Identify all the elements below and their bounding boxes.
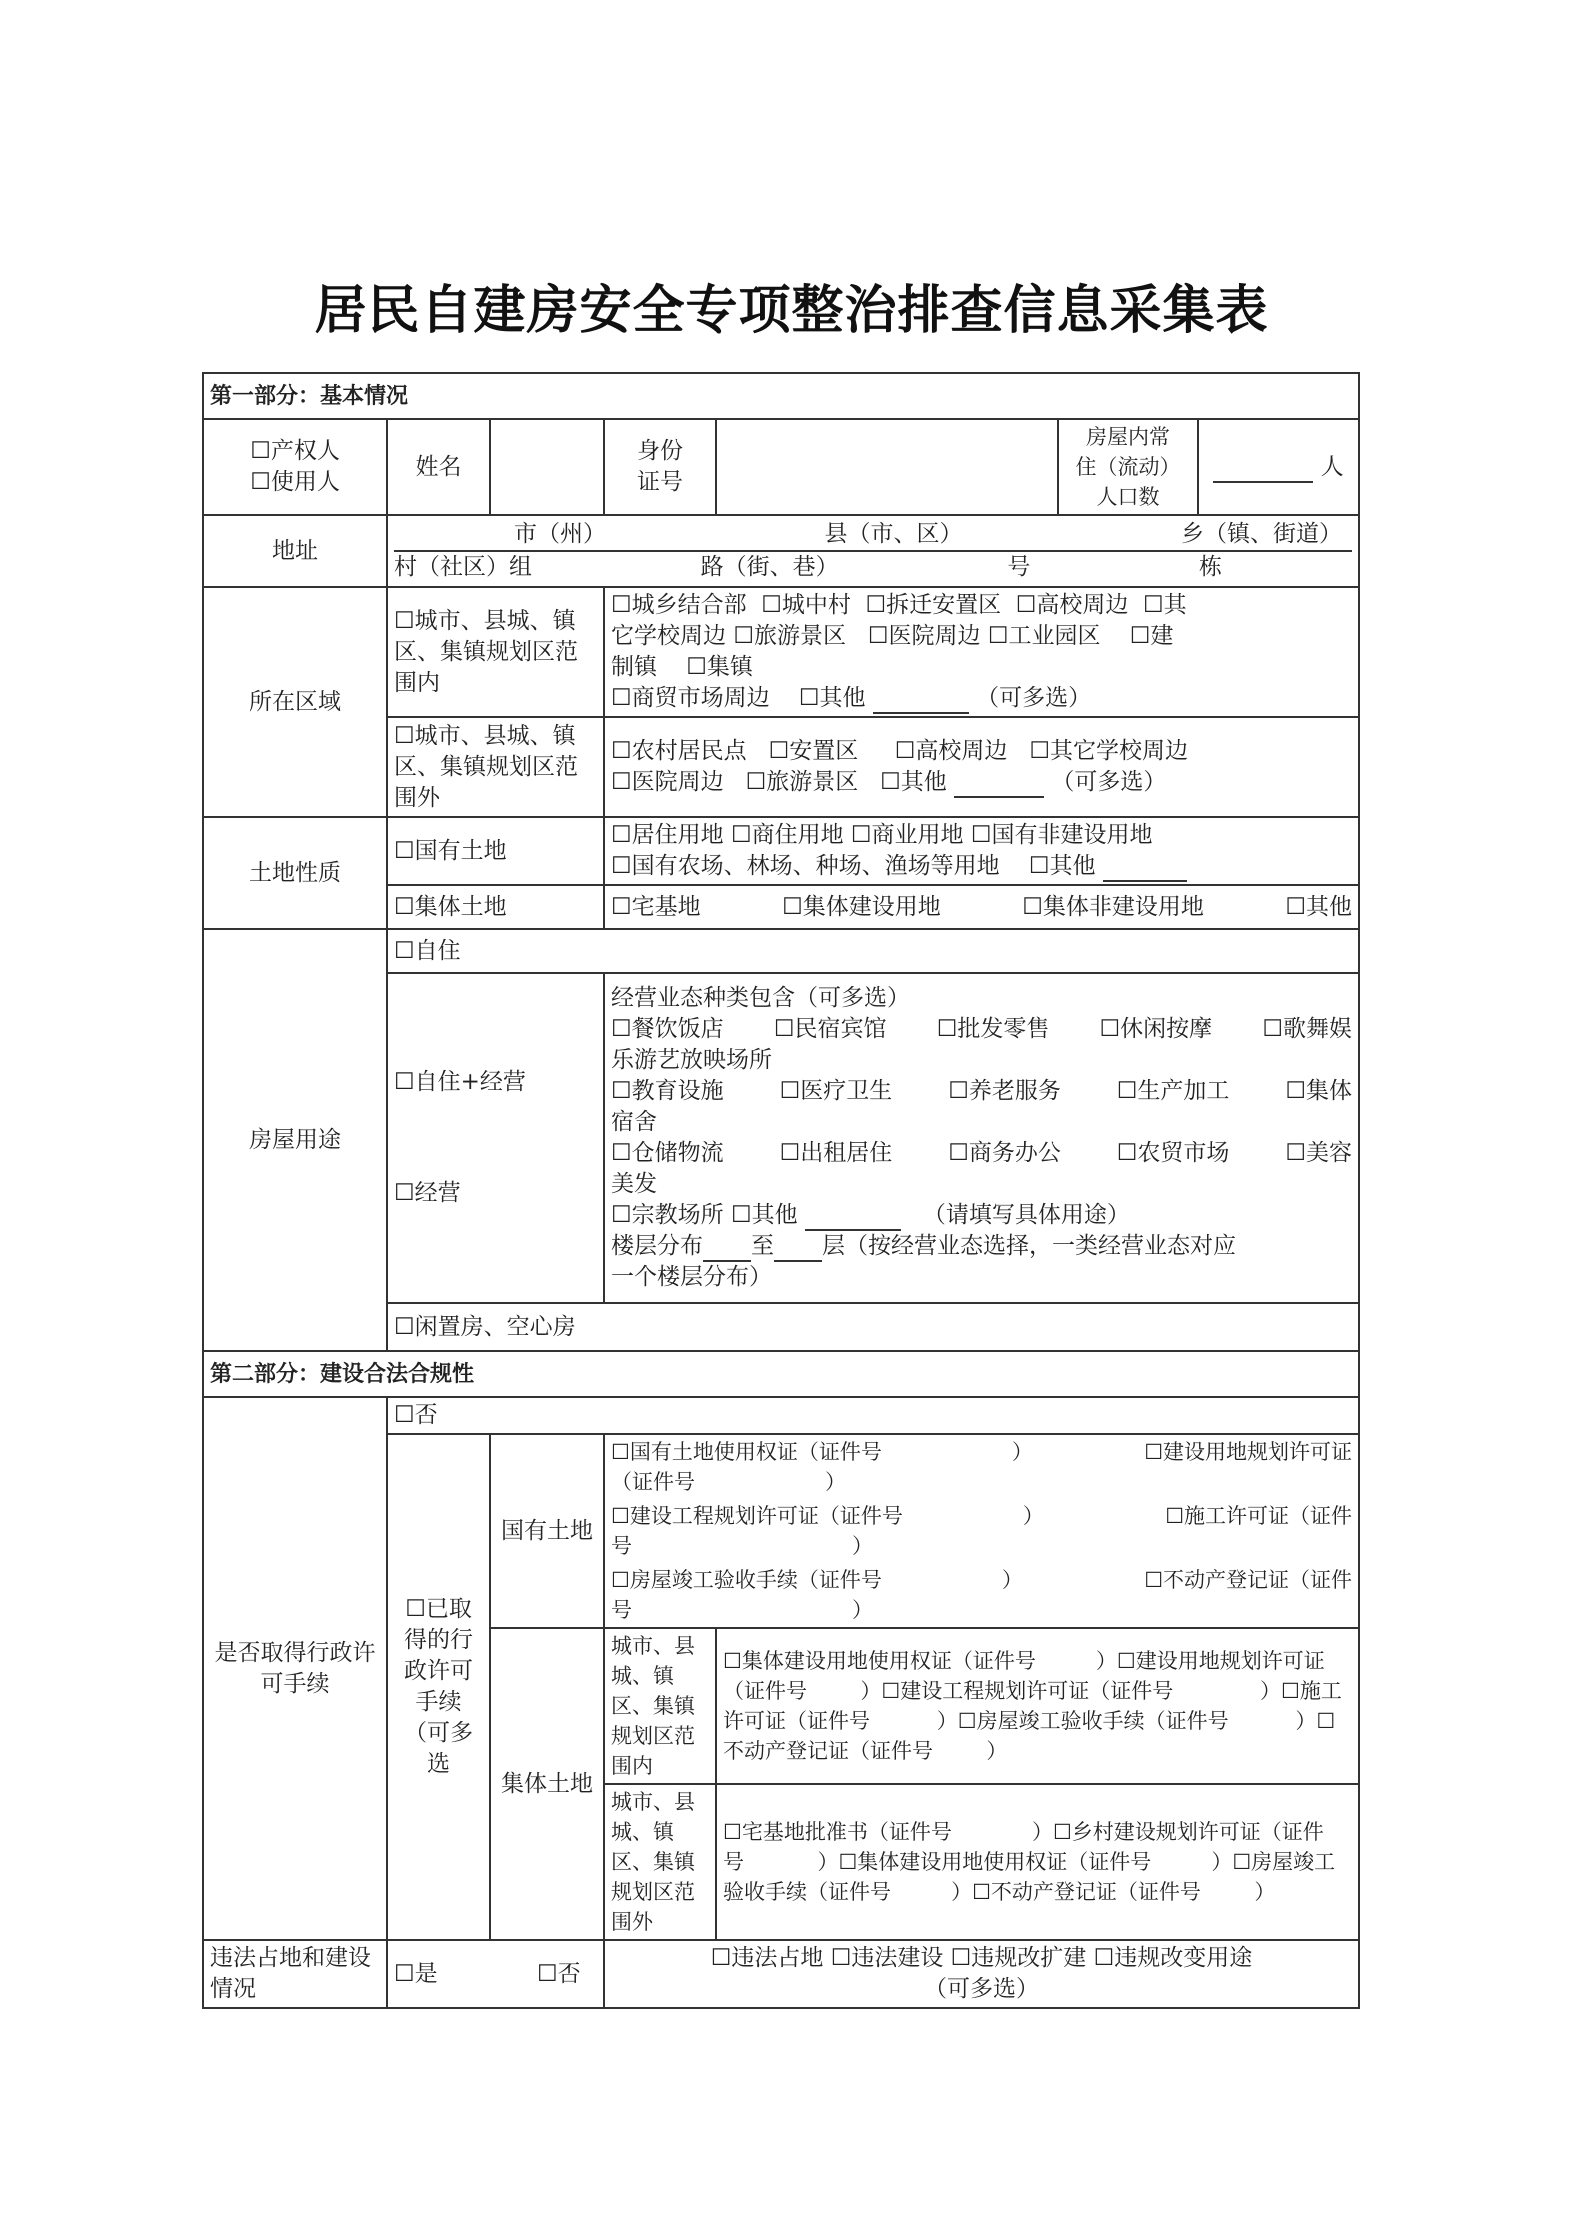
- opt-industrial[interactable]: ☐ 工业园区: [988, 623, 1101, 649]
- use-idle-checkbox[interactable]: ☐ 闲置房、空心房: [387, 1303, 1359, 1351]
- opt-coll-land-planning[interactable]: ☐ 建设用地规划许可证（证件号: [723, 1649, 1325, 1703]
- opt-homestead[interactable]: ☐ 宅基地: [611, 892, 701, 923]
- collective-land-checkbox[interactable]: ☐ 集体土地: [387, 885, 604, 929]
- opt-illegal-expansion[interactable]: ☐ 违规改扩建: [951, 1945, 1087, 1971]
- opt-hotel[interactable]: ☐ 民宿宾馆: [774, 1014, 887, 1045]
- opt-coll-registration[interactable]: ☐ 不动产登记证（证件号: [723, 1709, 1335, 1763]
- residents-field[interactable]: 人: [1198, 419, 1359, 515]
- opt-out-other[interactable]: ☐ 其他: [880, 769, 947, 795]
- opt-coll-construction-permit[interactable]: ☐ 施工许可证（证件号: [723, 1679, 1342, 1733]
- opt-massage[interactable]: ☐ 休闲按摩: [1100, 1014, 1213, 1045]
- collective-out-label: 城市、县城、镇区、集镇规划区范围外: [604, 1784, 716, 1940]
- state-land-permit-label: 国有土地: [490, 1434, 604, 1628]
- use-business-cell: [387, 973, 604, 1303]
- opt-collective-other[interactable]: ☐ 其他: [1285, 892, 1352, 923]
- opt-town[interactable]: ☐ 建: [1130, 623, 1174, 649]
- opt-illegal-construction[interactable]: ☐ 违法建设: [831, 1945, 944, 1971]
- opt-out-scenic[interactable]: ☐ 旅游景区: [746, 769, 859, 795]
- opt-coll-construction-planning[interactable]: ☐ 建设工程规划许可证（证件号: [881, 1679, 1173, 1703]
- illegal-options: ☐ 违法占地 ☐ 违法建设 ☐ 违规改扩建 ☐ 违规改变用途 （可多选）: [604, 1940, 1359, 2008]
- opt-out-completion[interactable]: ☐ 房屋竣工验收手续（证件号: [723, 1850, 1335, 1904]
- opt-medical[interactable]: ☐ 医疗卫生: [780, 1076, 893, 1107]
- use-business-checkbox[interactable]: ☐ 经营: [394, 1178, 597, 1209]
- opt-out-school[interactable]: ☐ 其它学校周边: [1029, 738, 1188, 764]
- opt-other-school[interactable]: ☐ 其: [1143, 592, 1187, 618]
- opt-region-other[interactable]: ☐ 其他: [799, 685, 866, 711]
- opt-farmers-market[interactable]: ☐ 农贸市场: [1117, 1138, 1230, 1169]
- opt-illegal-occupation[interactable]: ☐ 违法占地: [711, 1945, 824, 1971]
- opt-relocation[interactable]: ☐ 拆迁安置区: [866, 592, 1002, 618]
- address-label: 地址: [203, 515, 387, 587]
- region-out-options: ☐ 农村居民点 ☐ 安置区 ☐ 高校周边 ☐ 其它学校周边 ☐ 医院周边 ☐ 旅游景区 ☐ 其他 （可多选）: [604, 717, 1359, 817]
- land-label: 土地性质: [203, 817, 387, 929]
- state-permit-row-3: ☐ 房屋竣工验收手续（证件号 ） ☐ 不动产登记证（证件 号 ）: [604, 1563, 1359, 1628]
- name-label: 姓名: [387, 419, 490, 515]
- opt-religious[interactable]: ☐ 宗教场所: [611, 1202, 724, 1228]
- section-heading-legality: 第二部分：建设合法合规性: [203, 1351, 1359, 1397]
- collective-in-label: 城市、县城、镇区、集镇规划区范围内: [604, 1628, 716, 1784]
- opt-out-college[interactable]: ☐ 高校周边: [895, 738, 1008, 764]
- opt-hospital[interactable]: ☐ 医院周边: [868, 623, 981, 649]
- opt-residential-land[interactable]: ☐ 居住用地: [611, 822, 724, 848]
- id-label: 身份 证号: [604, 419, 716, 515]
- opt-rural-settlement[interactable]: ☐ 农村居民点: [611, 738, 747, 764]
- opt-restaurant[interactable]: ☐ 餐饮饭店: [611, 1014, 724, 1045]
- permit-no-checkbox[interactable]: ☐ 否: [387, 1397, 1359, 1434]
- permit-obtained-checkbox[interactable]: ☐ 已取得的行政许可手续（可多选: [387, 1434, 490, 1940]
- opt-coll-land-use-cert[interactable]: ☐ 集体建设用地使用权证（证件号: [723, 1649, 1036, 1673]
- opt-beauty[interactable]: ☐ 美容: [1285, 1138, 1352, 1169]
- opt-business-other[interactable]: ☐ 其他: [731, 1202, 798, 1228]
- illegal-no-checkbox[interactable]: ☐ 否: [537, 1961, 581, 1987]
- use-mixed-checkbox[interactable]: ☐ 自住+经营: [394, 1067, 597, 1098]
- state-permit-row-2: ☐ 建设工程规划许可证（证件号 ） ☐ 施工许可证（证件 号 ）: [604, 1499, 1359, 1563]
- illegal-yes-no: [387, 1940, 604, 2008]
- opt-state-land-use-cert[interactable]: ☐ 国有土地使用权证（证件号 ）: [611, 1437, 1033, 1467]
- region-label: 所在区域: [203, 587, 387, 817]
- opt-rental[interactable]: ☐ 出租居住: [780, 1138, 893, 1169]
- opt-retail[interactable]: ☐ 批发零售: [937, 1014, 1050, 1045]
- opt-construction-planning-permit[interactable]: ☐ 建设工程规划许可证（证件号 ）: [611, 1501, 1044, 1531]
- opt-illegal-change-use[interactable]: ☐ 违规改变用途: [1094, 1945, 1253, 1971]
- id-number-field[interactable]: [716, 419, 1058, 515]
- address-field[interactable]: 市（州） 县（市、区） 乡（镇、街道） 村（社区）组 路（街、巷） 号 栋: [387, 515, 1359, 587]
- illegal-yes-checkbox[interactable]: ☐ 是: [394, 1961, 438, 1987]
- state-land-checkbox[interactable]: ☐ 国有土地: [387, 817, 604, 885]
- opt-rural-planning-permit[interactable]: ☐ 乡村建设规划许可证（证件号: [723, 1820, 1324, 1874]
- use-label: 房屋用途: [203, 929, 387, 1351]
- collective-in-permits: ☐ 集体建设用地使用权证（证件号 ）☐ 建设用地规划许可证（证件号 ）☐ 建设工程规划许可证（证件号 ）☐ 施工许可证（证件号 ）☐ 房屋竣工验收手续（证件号 ）☐ 不动产登记证（证件号 ）: [716, 1628, 1359, 1784]
- use-self-checkbox[interactable]: ☐ 自住: [387, 929, 1359, 973]
- state-permit-row-1: ☐ 国有土地使用权证（证件号 ） ☐ 建设用地规划许可证 （证件号 ）: [604, 1434, 1359, 1499]
- opt-collective-construction[interactable]: ☐ 集体建设用地: [782, 892, 941, 923]
- info-form-table: [202, 372, 1360, 2009]
- opt-market[interactable]: ☐ 商贸市场周边: [611, 685, 770, 711]
- region-in-options: ☐ 城乡结合部 ☐ 城中村 ☐ 拆迁安置区 ☐ 高校周边 ☐ 其 它学校周边 ☐ 旅游景区 ☐ 医院周边 ☐ 工业园区 ☐ 建 制镇 ☐ 集镇 ☐ 商贸市场周边 ☐ 其他 （可多选）: [604, 587, 1359, 717]
- opt-out-hospital[interactable]: ☐ 医院周边: [611, 769, 724, 795]
- opt-state-nonconstruction[interactable]: ☐ 国有非建设用地: [971, 822, 1153, 848]
- opt-land-planning-permit[interactable]: ☐ 建设用地规划许可证: [1144, 1437, 1352, 1467]
- opt-resettlement[interactable]: ☐ 安置区: [769, 738, 859, 764]
- opt-property-registration[interactable]: ☐ 不动产登记证（证件: [1144, 1565, 1352, 1595]
- opt-construction-permit[interactable]: ☐ 施工许可证（证件: [1165, 1501, 1352, 1531]
- opt-collective-nonconstruction[interactable]: ☐ 集体非建设用地: [1022, 892, 1204, 923]
- collective-land-permit-label: 集体土地: [490, 1628, 604, 1940]
- business-options: 经营业态种类包含（可多选） ☐ 餐饮饭店 ☐ 民宿宾馆 ☐ 批发零售 ☐ 休闲按摩 ☐ 歌舞娱 乐游艺放映场所 ☐ 教育设施 ☐ 医疗卫生 ☐ 养老服务 ☐ 生产加工 ☐ 集体 宿舍 ☐ 仓储物流 ☐ 出租居住 ☐ 商务办公 ☐ 农贸市场 ☐ 美容 美发 ☐ 宗教场所 ☐ 其他 （请填写具体用途） 楼层分布 至 层（按经营业态选择，一类经营业态对应 一个楼层分布）: [604, 973, 1359, 1303]
- opt-state-land-other[interactable]: ☐ 其他: [1029, 853, 1096, 879]
- opt-out-coll-land-use[interactable]: ☐ 集体建设用地使用权证（证件号: [838, 1850, 1151, 1874]
- name-field[interactable]: [490, 419, 604, 515]
- opt-out-registration[interactable]: ☐ 不动产登记证（证件号: [972, 1880, 1201, 1904]
- opt-office[interactable]: ☐ 商务办公: [948, 1138, 1061, 1169]
- collective-out-permits: ☐ 宅基地批准书（证件号 ）☐ 乡村建设规划许可证（证件号 ）☐ 集体建设用地使用权证（证件号 ）☐ 房屋竣工验收手续（证件号 ）☐ 不动产登记证（证件号 ）: [716, 1784, 1359, 1940]
- opt-elderly[interactable]: ☐ 养老服务: [948, 1076, 1061, 1107]
- region-out-checkbox[interactable]: ☐ 城市、县城、镇区、集镇规划区范围外: [387, 717, 604, 817]
- opt-completion-acceptance[interactable]: ☐ 房屋竣工验收手续（证件号 ）: [611, 1565, 1023, 1595]
- user-checkbox[interactable]: ☐ 使用人: [210, 467, 380, 498]
- residents-label: 房屋内常 住（流动） 人口数: [1058, 419, 1198, 515]
- opt-entertainment[interactable]: ☐ 歌舞娱: [1262, 1014, 1352, 1045]
- section-heading-basic: 第一部分：基本情况: [203, 373, 1359, 419]
- state-land-options: [604, 817, 1359, 885]
- opt-farm-land[interactable]: ☐ 国有农场、林场、种场、渔场等用地: [611, 853, 1000, 879]
- region-in-checkbox[interactable]: ☐ 城市、县城、镇区、集镇规划区范围内: [387, 587, 604, 717]
- opt-urban-village[interactable]: ☐ 城中村: [761, 592, 851, 618]
- opt-education[interactable]: ☐ 教育设施: [611, 1076, 724, 1107]
- permit-label: 是否取得行政许可手续: [203, 1397, 387, 1940]
- opt-homestead-approval[interactable]: ☐ 宅基地批准书（证件号: [723, 1820, 952, 1844]
- opt-near-college[interactable]: ☐ 高校周边: [1016, 592, 1129, 618]
- opt-market-town[interactable]: ☐ 集镇: [686, 654, 753, 680]
- owner-checkbox[interactable]: ☐ 产权人: [210, 436, 380, 467]
- illegal-label: 违法占地和建设情况: [203, 1940, 387, 2008]
- collective-land-options: [604, 885, 1359, 929]
- opt-urban-rural[interactable]: ☐ 城乡结合部: [611, 592, 747, 618]
- opt-commercial-land[interactable]: ☐ 商业用地: [851, 822, 964, 848]
- opt-warehouse[interactable]: ☐ 仓储物流: [611, 1138, 724, 1169]
- owner-type-cell: [203, 419, 387, 515]
- opt-scenic[interactable]: ☐ 旅游景区: [733, 623, 846, 649]
- page-title: 居民自建房安全专项整治排查信息采集表: [314, 281, 1269, 341]
- opt-manufacturing[interactable]: ☐ 生产加工: [1117, 1076, 1230, 1107]
- opt-dormitory[interactable]: ☐ 集体: [1285, 1076, 1352, 1107]
- opt-commercial-residential[interactable]: ☐ 商住用地: [731, 822, 844, 848]
- opt-coll-completion[interactable]: ☐ 房屋竣工验收手续（证件号: [958, 1709, 1229, 1733]
